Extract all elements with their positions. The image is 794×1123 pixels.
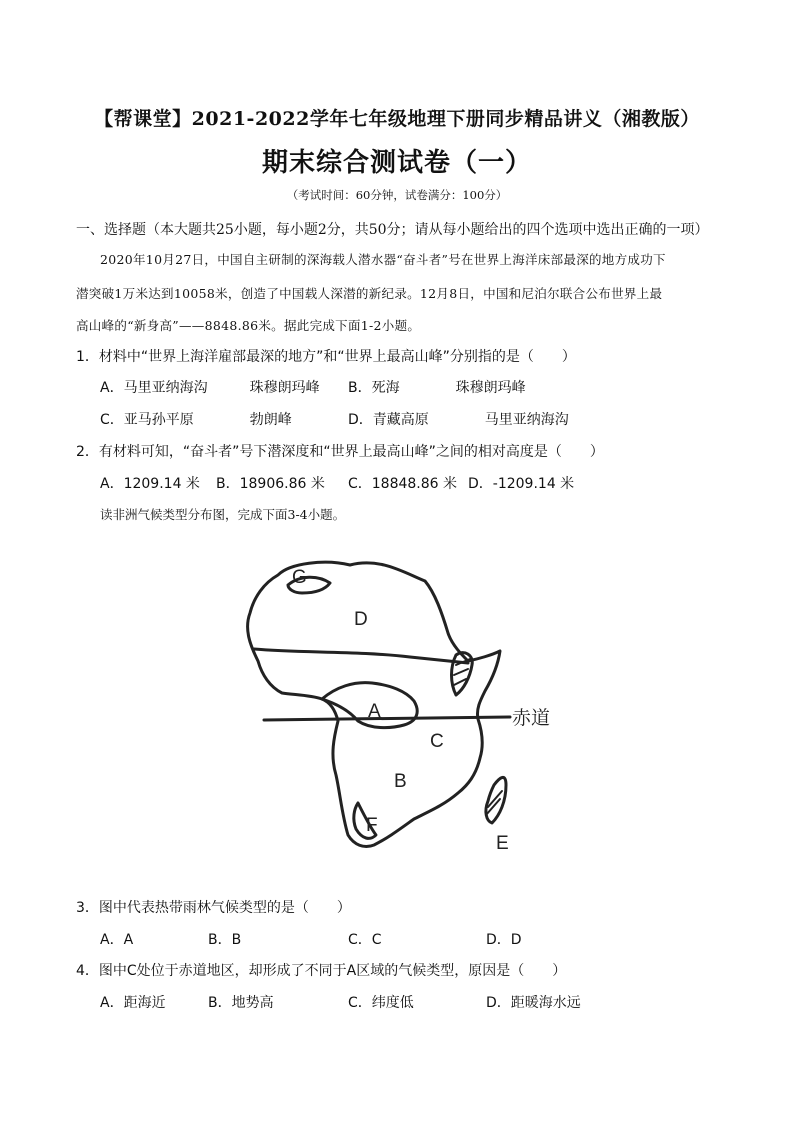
exam-info: （考试时间：60分钟，试卷满分：100分）: [286, 188, 508, 202]
question-1-option-d: D．青藏高原 马里亚纳海沟: [348, 412, 569, 428]
question-3-option-c: C．C: [348, 932, 382, 948]
passage-line-3: 高山峰的“新身高”——8848.86米。据此完成下面1-2小题。: [76, 318, 421, 333]
question-1-option-c: C．亚马孙平原 勃朗峰: [100, 412, 292, 428]
section-heading: 一、选择题（本大题共25小题，每小题2分，共50分；请从每小题给出的四个选项中选出正确的一项）: [76, 222, 709, 238]
map-label-a: A: [368, 701, 381, 722]
question-4-option-b: B．地势高: [208, 995, 274, 1011]
document-header: 【帮课堂】2021-2022学年七年级地理下册同步精品讲义（湘教版）: [94, 108, 700, 130]
map-label-c: C: [430, 731, 444, 752]
question-4-stem: 4．图中C处位于赤道地区，却形成了不同于A区域的气候类型，原因是（ ）: [76, 963, 567, 979]
question-4-option-c: C．纬度低: [348, 995, 414, 1011]
equator-line: [264, 717, 510, 720]
question-1-option-b: B．死海 珠穆朗玛峰: [348, 380, 526, 396]
question-3-option-a: A．A: [100, 932, 134, 948]
question-2-option-d: D．-1209.14 米: [468, 476, 575, 492]
madagascar: [486, 777, 506, 823]
question-3-option-d: D．D: [486, 932, 522, 948]
question-2-option-c: C．18848.86 米: [348, 476, 458, 492]
sahara-boundary: [254, 649, 468, 663]
map-label-equator: 赤道: [512, 708, 551, 729]
question-3-option-b: B．B: [208, 932, 242, 948]
map-label-g: G: [292, 567, 307, 588]
question-1-option-a: A．马里亚纳海沟 珠穆朗玛峰: [100, 380, 320, 396]
question-2-stem: 2．有材料可知，“奋斗者”号下潜深度和“世界上最高山峰”之间的相对高度是（ ）: [76, 444, 604, 460]
page-title: 期末综合测试卷（一）: [261, 148, 532, 178]
passage-line-2: 潜突破1万米达到10058米，创造了中国载人深潜的新纪录。12月8日，中国和尼泊尔联合公布世界上最: [76, 286, 663, 301]
map-label-e: E: [496, 833, 509, 854]
question-2-option-a: A．1209.14 米: [100, 476, 200, 492]
passage-line-1: 2020年10月27日，中国自主研制的深海载人潜水器“奋斗者”号在世界上海洋床部最深的地方成功下: [100, 252, 666, 267]
passage-2: 读非洲气候类型分布图，完成下面3-4小题。: [100, 507, 346, 522]
africa-climate-map: [230, 553, 570, 863]
question-3-stem: 3．图中代表热带雨林气候类型的是（ ）: [76, 900, 351, 916]
map-label-d: D: [354, 609, 368, 630]
question-1-stem: 1．材料中“世界上海洋雇部最深的地方”和“世界上最高山峰”分别指的是（ ）: [76, 349, 576, 365]
question-4-option-d: D．距暖海水远: [486, 995, 581, 1011]
map-label-f: F: [366, 815, 378, 836]
question-2-option-b: B．18906.86 米: [216, 476, 325, 492]
question-4-option-a: A．距海近: [100, 995, 166, 1011]
map-label-b: B: [394, 771, 407, 792]
